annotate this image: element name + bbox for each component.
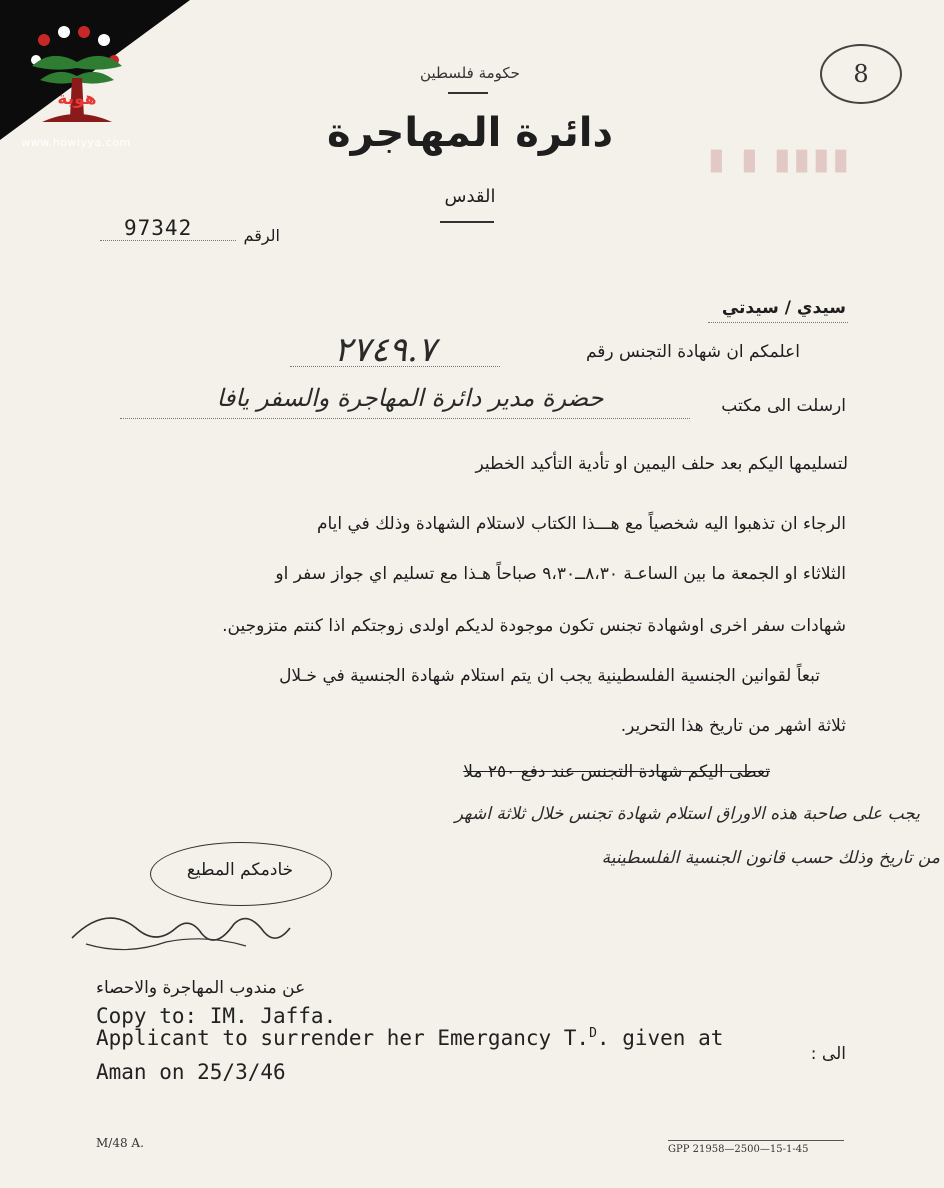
certificate-number-handwritten: ٢٧٤٩.٧ — [333, 330, 437, 370]
print-code: GPP 21958—2500—15-1-45 — [668, 1140, 844, 1155]
city-title: القدس — [444, 186, 496, 207]
city-divider — [440, 221, 494, 223]
logo-caption[interactable]: www.howiyya.com — [21, 136, 131, 149]
paragraph1-line2: الثلاثاء او الجمعة ما بين الساعـة ٨،٣٠ــ٩،٣٠ صباحاً هـذا مع تسليم اي جواز سفر او — [275, 564, 846, 584]
paragraph1-line1: الرجاء ان تذهبوا اليه شخصياً مع هـــذا الكتاب لاستلام الشهادة وذلك في ايام — [316, 514, 846, 534]
closing-servant: خادمكم المطيع — [186, 860, 294, 880]
department-title: دائرة المهاجرة — [327, 110, 613, 156]
reference-number-label: الرقم — [243, 226, 280, 245]
paragraph1-line3: شهادات سفر اخرى اوشهادة تجنس تكون موجودة لديكم اولدى زوجتكم اذا كنتم متزوجين. — [222, 616, 846, 636]
typed-superscript: D — [589, 1026, 597, 1041]
fee-line-struck: تعطى اليكم شهادة التجنس عند دفع ٢٥٠ ملا — [463, 762, 770, 782]
typed-copy-line: Copy to: IM. Jaffa. — [96, 1004, 337, 1028]
header-divider — [448, 92, 488, 94]
faded-stamp: ▮ ▮ ▮▮▮▮ — [708, 142, 852, 177]
form-code: M/48 A. — [96, 1136, 144, 1150]
reference-number-value: 97342 — [124, 216, 193, 240]
delegate-signature-label: عن مندوب المهاجرة والاحصاء — [96, 978, 306, 998]
salutation: سيدي / سيدتي — [721, 298, 846, 318]
page-number-circle: 8 — [820, 44, 902, 104]
handwritten-note-line1: يجب على صاحبة هذه الاوراق استلام شهادة تجنس خلال ثلاثة اشهر — [454, 804, 920, 824]
certificate-line-label: اعلمكم ان شهادة التجنس رقم — [585, 342, 800, 362]
arabic-to-label: الى : — [810, 1044, 846, 1064]
delivery-instruction: لتسليمها اليكم بعد حلف اليمين او تأدية التأكيد الخطير — [475, 454, 848, 474]
sent-to-label: ارسلت الى مكتب — [721, 396, 846, 416]
salutation-line — [708, 322, 848, 323]
certificate-number-line — [290, 366, 500, 367]
handwritten-note-line2: من تاريخ وذلك حسب قانون الجنسية الفلسطينية — [601, 848, 940, 868]
typed-aman-line: Aman on 25/3/46 — [96, 1060, 286, 1084]
paragraph2-line2: ثلاثة اشهر من تاريخ هذا التحرير. — [620, 716, 846, 736]
reference-number-line — [100, 240, 236, 241]
paragraph2-line1: تبعاً لقوانين الجنسية الفلسطينية يجب ان يتم استلام شهادة الجنسية في خـلال — [279, 666, 820, 686]
signature-scribble — [66, 898, 296, 960]
typed-applicant-text: Applicant to surrender her Emergancy T. — [96, 1026, 590, 1050]
government-title: حكومة فلسطين — [420, 64, 520, 82]
family-tree-icon — [22, 22, 132, 134]
typed-given-at: . given at — [596, 1026, 724, 1050]
logo-wordmark: هوية — [57, 89, 97, 109]
sent-to-office-handwritten: حضرة مدير دائرة المهاجرة والسفر يافا — [216, 384, 604, 412]
typed-applicant-line — [96, 1026, 723, 1050]
sent-to-line — [120, 418, 690, 419]
